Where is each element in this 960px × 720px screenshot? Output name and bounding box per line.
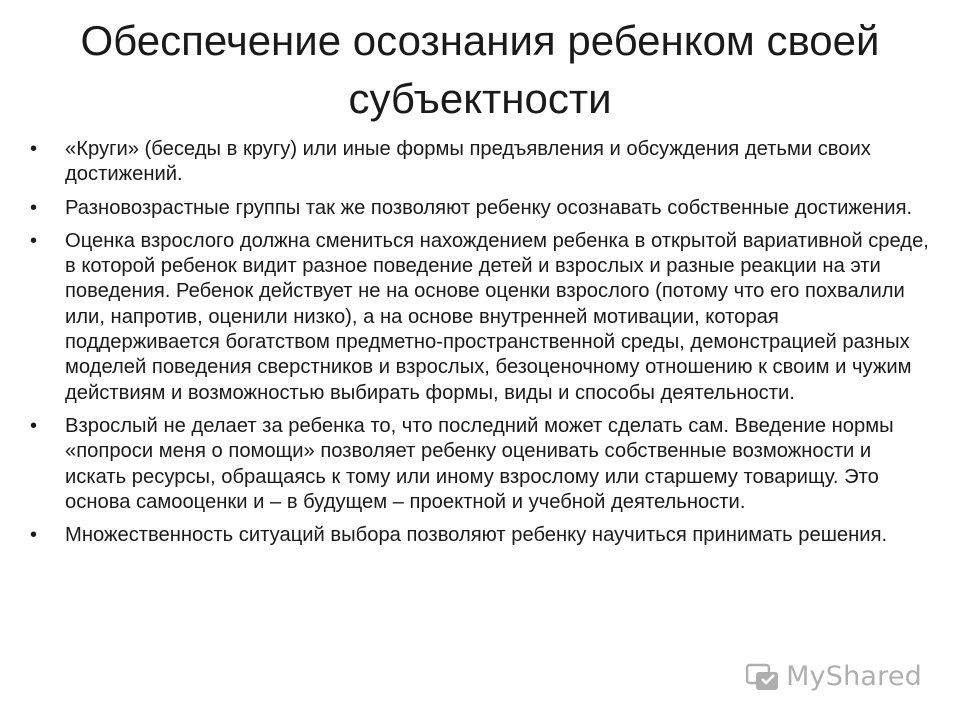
bullet-dot: • [30, 524, 38, 547]
bullet-list [30, 137, 930, 556]
bullet-dot: • [30, 414, 38, 437]
bullet-text: Оценка взрослого должна смениться нахождением ребенка в открытой вариативной среде, в которой ребенок видит разное поведение детей и взрослых и разные реакции на эти поведения. Ребенок действует не на основе оценки взрослого (потому что его похвалили или, напротив, оценили низко), а на основе внутренней мотивации, которая поддерживается богатством предметно-пространственной среды, демонстрацией разных моделей поведения сверстников и взрослых, безоценочному отношению к своим и чужим действиям и возможностью выбирать формы, виды и способы деятельности. [65, 229, 929, 404]
bullet-text: Разновозрастные группы так же позволяют ребенку осознавать собственные достижения. [65, 196, 913, 219]
bullet-item [30, 137, 930, 188]
bullet-dot: • [30, 229, 38, 252]
bullet-text: «Круги» (беседы в кругу) или иные формы предъявления и обсуждения детьми своих достижений. [65, 138, 871, 186]
bullet-dot: • [30, 196, 38, 219]
bullet-item [30, 523, 930, 548]
bullet-dot: • [30, 138, 38, 160]
bullet-item [30, 196, 930, 221]
bullet-text: Множественность ситуаций выбора позволяют ребенку научиться принимать решения. [65, 524, 888, 547]
bullet-item [30, 414, 930, 515]
watermark-text: MyShared [786, 661, 922, 692]
myshared-watermark[interactable] [746, 661, 922, 692]
bullet-item [30, 229, 930, 406]
bullet-text: Взрослый не делает за ребенка то, что последний может сделать сам. Введение нормы «попроси меня о помощи» позволяет ребенку оценивать собственные возможности и искать ресурсы, обращаясь к тому или иному взрослому или старшему товарищу. Это основа самооценки и – в будущем – проектной и учебной деятельности. [65, 414, 894, 513]
myshared-logo-icon [746, 662, 780, 692]
slide-title: Обеспечение осознания ребенком своей субъектности [80, 17, 880, 122]
